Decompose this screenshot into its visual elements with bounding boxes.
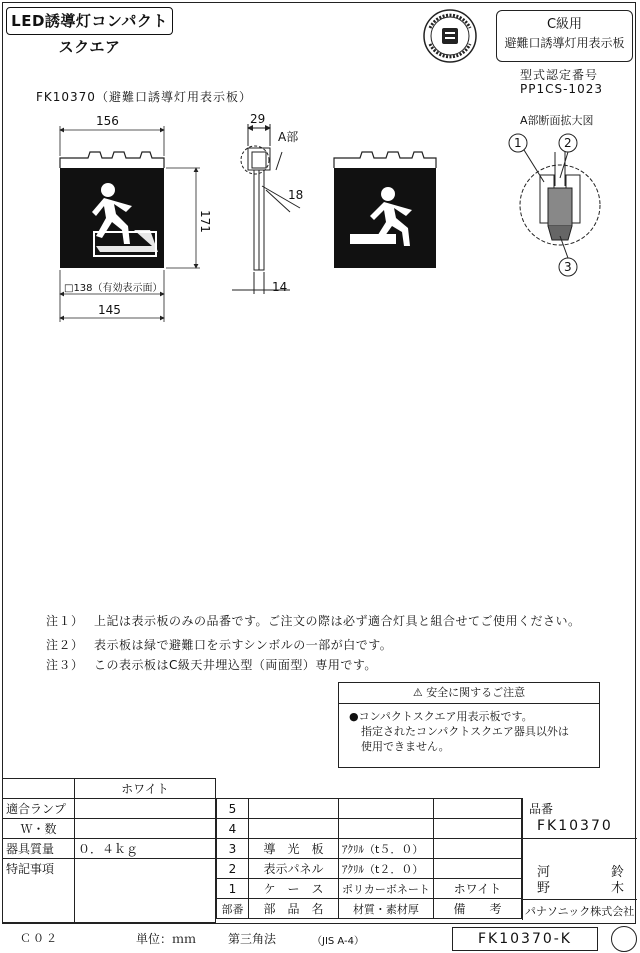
- table-row: 2 表示パネル ｱｸﾘﾙ（t２．０）: [217, 859, 522, 879]
- weight-value: ０．４ｋｇ: [75, 839, 216, 859]
- footer-code: Ｃ０２: [20, 932, 59, 945]
- part-label: 品番: [529, 802, 554, 816]
- parts-table: [216, 798, 522, 919]
- watt-label: Ｗ・数: [3, 819, 75, 839]
- callout-2: 2: [564, 136, 572, 150]
- dim-effective: □138（有効表示面）: [64, 283, 163, 294]
- spec-table: [2, 778, 216, 923]
- signer-1b: 野: [537, 881, 551, 896]
- table-row: 5: [217, 799, 522, 819]
- dim-height: 171: [198, 210, 212, 233]
- caution-box: [338, 682, 600, 768]
- cert-label: 型式認定番号: [520, 68, 599, 82]
- weight-label: 器具質量: [3, 839, 75, 859]
- dim-bottom: 145: [98, 303, 121, 317]
- caution-heading: ⚠ 安全に関するご注意: [339, 683, 599, 704]
- dim-depth: 29: [250, 112, 266, 126]
- footer-unit: 単位：ｍｍ: [136, 932, 197, 946]
- section-label: A部: [278, 130, 299, 144]
- dim-14: 14: [272, 280, 288, 294]
- note-2: 注２） 表示板は緑で避難口を示すシンボルの一部が白です。: [46, 638, 393, 652]
- document-title: LED誘導灯コンパクトスクエア: [6, 7, 173, 35]
- signer-2a: 鈴: [611, 865, 625, 880]
- callout-3: 3: [564, 260, 572, 274]
- side-view: [232, 124, 300, 294]
- dim-width: 156: [96, 114, 119, 128]
- front-view: [60, 152, 164, 268]
- revision-circle-icon: [611, 926, 637, 952]
- signer-2b: 木: [611, 881, 625, 896]
- note-1: 注１） 上記は表示板のみの品番です。ご注文の際は必ず適合灯具と組合せてご使用ください。: [46, 614, 581, 628]
- caution-line-2: 指定されたコンパクトスクエア器具以外は: [361, 725, 569, 738]
- note-3: 注３） この表示板はC級天井埋込型（両面型）専用です。: [46, 658, 377, 672]
- signer-1a: 河: [537, 865, 551, 880]
- footer-projection: 第三角法: [228, 932, 277, 946]
- callout-1: 1: [514, 136, 522, 150]
- cert-number: PP1CS-1023: [520, 82, 603, 96]
- class-subtitle: 避難口誘導灯用表示板: [504, 36, 625, 50]
- table-header: 部番 部 品 名 材質・素材厚 備 考: [217, 899, 522, 919]
- remarks-label: 特記事項: [3, 859, 75, 879]
- part-number: FK10370: [537, 818, 613, 834]
- detail-view: [509, 134, 600, 276]
- rear-view: [334, 152, 436, 268]
- detail-title: A部断面拡大図: [520, 114, 594, 127]
- table-row: 1 ケ ー ス ポリカーボネート ホワイト: [217, 879, 522, 899]
- caution-line-3: 使用できません。: [361, 740, 450, 753]
- lamp-label: 適合ランプ: [3, 799, 75, 819]
- table-row: 4: [217, 819, 522, 839]
- drawing-number: FK10370-K: [452, 927, 598, 951]
- dim-18: 18: [288, 188, 304, 202]
- title-block: [522, 798, 637, 920]
- table-row: 3 導 光 板 ｱｸﾘﾙ（t５．０）: [217, 839, 522, 859]
- warning-icon: ⚠: [412, 686, 423, 699]
- class-label: C級用: [546, 17, 583, 32]
- caution-line-1: ●コンパクトスクエア用表示板です。: [349, 710, 533, 723]
- drawing-caption: FK10370（避難口誘導灯用表示板）: [36, 90, 252, 104]
- color-label: ホワイト: [75, 779, 216, 799]
- company-name: パナソニック株式会社: [525, 905, 635, 918]
- footer-standard: （JIS A-4）: [312, 936, 365, 947]
